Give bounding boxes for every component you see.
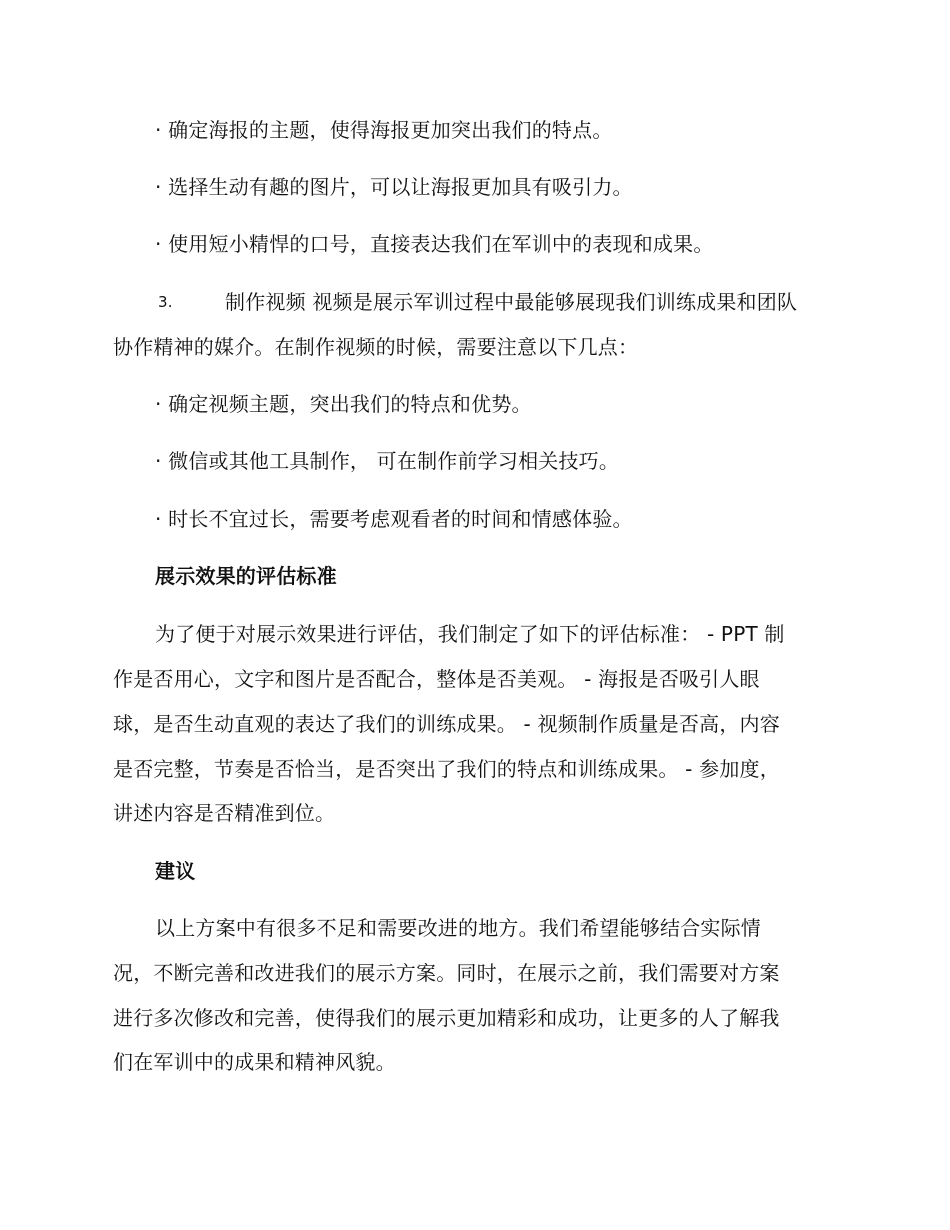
evaluation-line-4: 是否完整，节奏是否恰当，是否突出了我们的特点和训练成果。 - 参加度，	[113, 757, 780, 781]
video-bullet-2: · 微信或其他工具制作， 可在制作前学习相关技巧。	[155, 449, 620, 473]
video-bullet-1: · 确定视频主题，突出我们的特点和优势。	[155, 392, 532, 416]
evaluation-line-2: 作是否用心，文字和图片是否配合，整体是否美观。 - 海报是否吸引人眼	[113, 667, 760, 691]
video-bullet-3: · 时长不宜过长，需要考虑观看者的时间和情感体验。	[155, 507, 633, 531]
suggestion-line-2: 况，不断完善和改进我们的展示方案。同时，在展示之前，我们需要对方案	[113, 961, 780, 985]
video-item-line-1: 制作视频 视频是展示军训过程中最能够展现我们训练成果和团队	[225, 290, 798, 314]
evaluation-line-5: 讲述内容是否精准到位。	[113, 801, 336, 825]
video-item-line-2: 协作精神的媒介。在制作视频的时候，需要注意以下几点：	[113, 335, 639, 359]
suggestion-line-3: 进行多次修改和完善，使得我们的展示更加精彩和成功，让更多的人了解我	[113, 1006, 780, 1030]
section-heading-suggestion: 建议	[155, 859, 196, 883]
poster-bullet-1: · 确定海报的主题，使得海报更加突出我们的特点。	[155, 118, 613, 142]
poster-bullet-3: · 使用短小精悍的口号，直接表达我们在军训中的表现和成果。	[155, 232, 714, 256]
video-item-number: 3.	[158, 293, 173, 311]
poster-bullet-2: · 选择生动有趣的图片，可以让海报更加具有吸引力。	[155, 175, 633, 199]
evaluation-line-1: 为了便于对展示效果进行评估，我们制定了如下的评估标准： - PPT 制	[155, 622, 785, 646]
section-heading-evaluation: 展示效果的评估标准	[155, 564, 337, 588]
suggestion-line-1: 以上方案中有很多不足和需要改进的地方。我们希望能够结合实际情	[155, 916, 761, 940]
evaluation-line-3: 球，是否生动直观的表达了我们的训练成果。 - 视频制作质量是否高，内容	[113, 712, 780, 736]
suggestion-line-4: 们在军训中的成果和精神风貌。	[113, 1050, 396, 1074]
